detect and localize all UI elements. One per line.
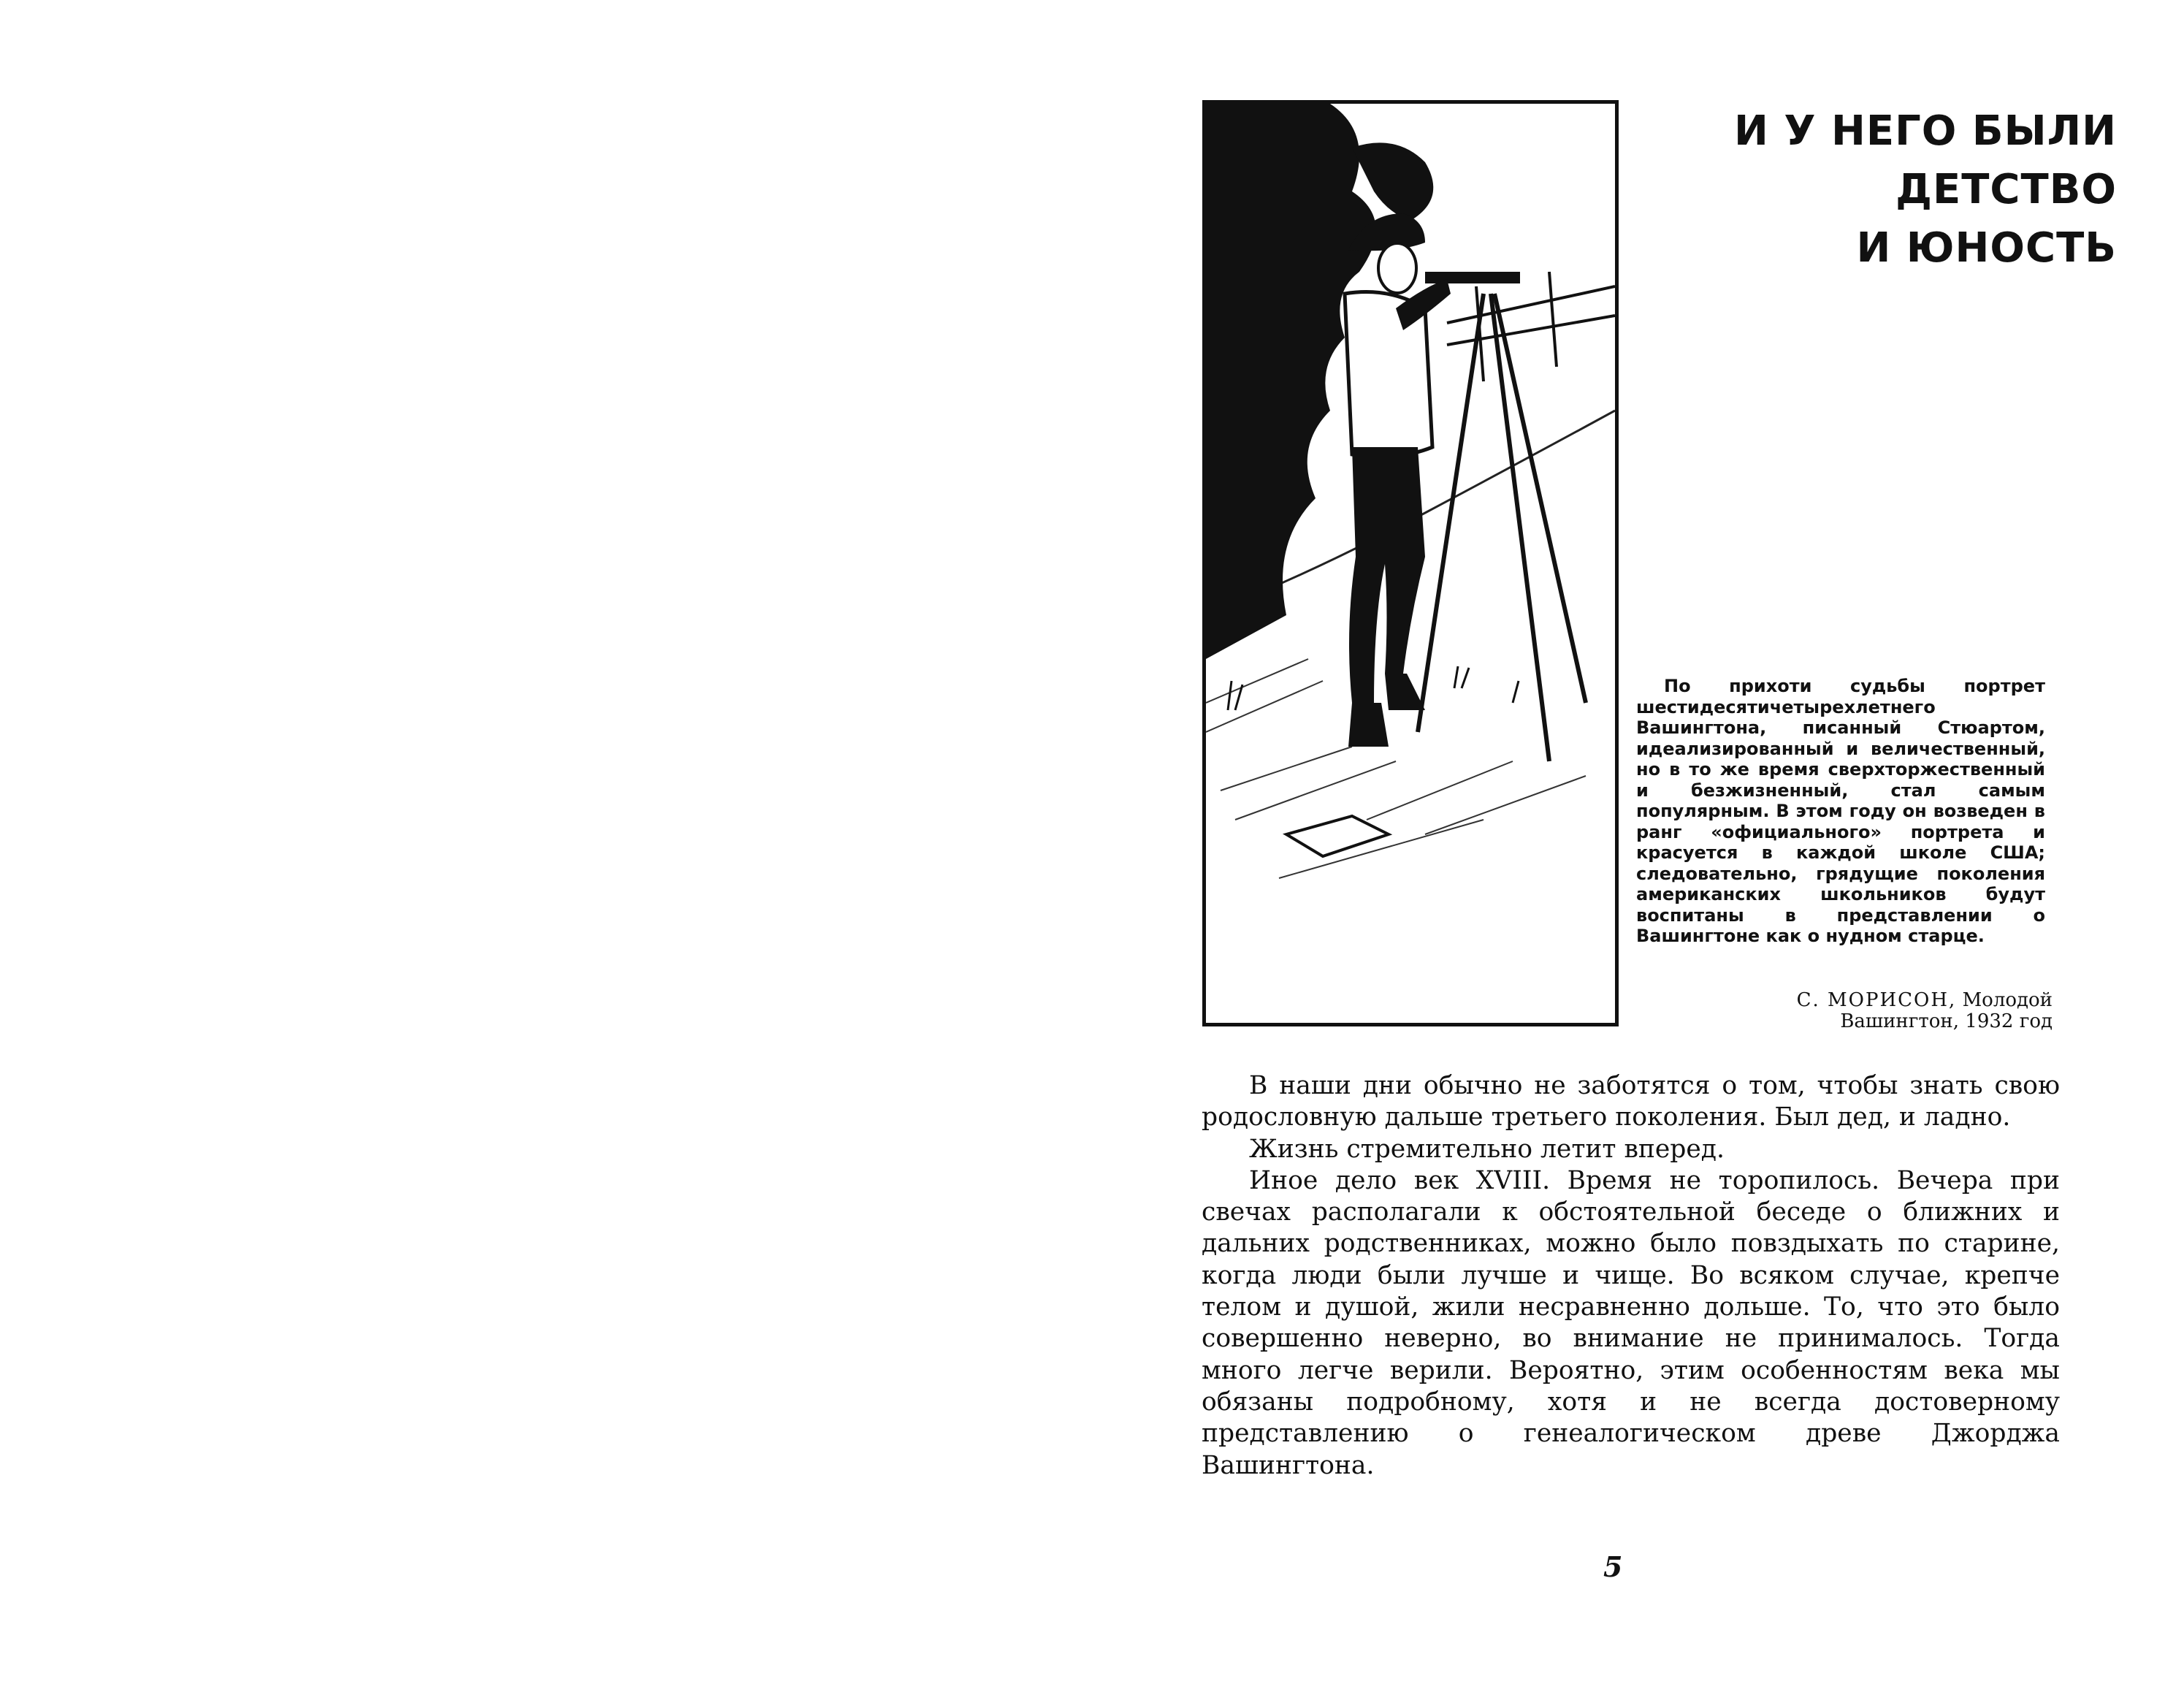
epigraph-author: С. МОРИСОН, xyxy=(1796,989,1957,1011)
surveyor-illustration xyxy=(1202,100,1619,1026)
epigraph: По прихоти судьбы портрет шестидесятичетырехлетнего Вашингтона, писанный Стюартом, идеализированный и величественный, но в то же время сверхторжественный и безжизненный, стал самым популярным. В этом году он возведен в ранг «официального» портрета и красуется в каждой школе США; следовательно, грядущие поколения американских школьников будут воспитаны в представлении о Вашингтоне как о нудном старце. xyxy=(1636,676,2045,946)
paragraph: Иное дело век XVIII. Время не торопилось. Вечера при свечах располагали к обстоятельной беседе о ближних и дальних родственниках, можно было повздыхать по старине, когда люди были лучше и чище. Во всяком случае, крепче телом и душой, жили несравненно дольше. То, что это было совершенно неверно, во внимание не принималось. Тогда много легче верили. Вероятно, этим особенностям века мы обязаны подробному, хотя и не всегда достоверному представлению о генеалогическом древе Джорджа Вашингтона. xyxy=(1202,1165,2060,1480)
epigraph-source-line-2: Вашингтон, 1932 год xyxy=(1840,1010,2053,1032)
epigraph-attribution xyxy=(1797,990,2053,1032)
body-text xyxy=(1202,1070,2060,1482)
title-line-3: И ЮНОСТЬ xyxy=(1856,224,2117,272)
title-line-2: ДЕТСТВО xyxy=(1895,166,2117,213)
chapter-title xyxy=(1649,102,2117,278)
epigraph-source-line-1: Молодой xyxy=(1962,989,2053,1011)
right-page xyxy=(1092,0,2184,1703)
paragraph: В наши дни обычно не заботятся о том, чтобы знать свою родословную дальше третьего поколения. Был дед, и ладно. xyxy=(1202,1071,2060,1132)
title-line-1: И У НЕГО БЫЛИ xyxy=(1733,107,2117,155)
paragraph: Жизнь стремительно летит вперед. xyxy=(1249,1134,1725,1164)
page-number: 5 xyxy=(1603,1550,1623,1583)
